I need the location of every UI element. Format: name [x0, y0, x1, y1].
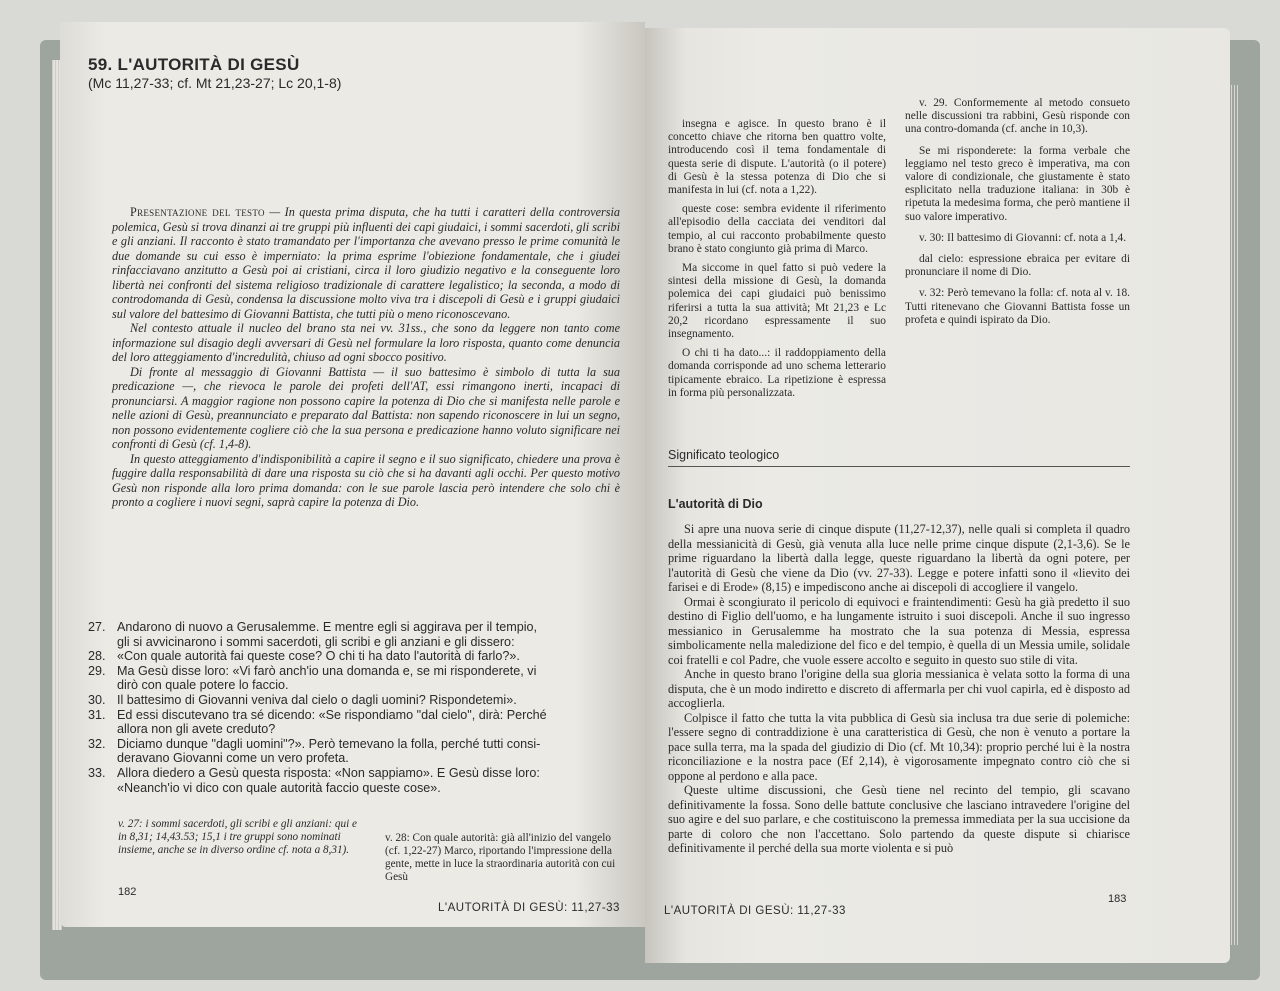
verse-number: [88, 635, 117, 650]
body-paragraph: Ormai è scongiurato il pericolo di equivoci e fraintendimenti: Gesù ha già predetto il suo destino di Figlio dell'uomo, e ha lungamente istruito i suoi discepoli. Anche il suo ingresso messianico in Gerusalemme ha mostrato che la sua potenza di Messia, espressa simbolicamente nella maledizione del fico e del tempio, è quella di un Messia umile, solidale coi fratelli e col Padre, che vuole essere accolto e seguito in questo suo stile di vita.: [668, 594, 1130, 667]
verse-line: [88, 649, 628, 664]
presentation-paragraph: Nel contesto attuale il nucleo del brano sta nei vv. 31ss., che sono da leggere non tanto come informazione sul disagio degli avversari di Gesù nel formulare la loro risposta, quanto come denuncia del loro atteggiamento d'incredulità, chiuso ad ogni sbocco positivo.: [112, 321, 620, 364]
section-rule: [668, 466, 1130, 467]
subsection-title: L'autorità di Dio: [668, 497, 763, 511]
verse-number: [88, 722, 117, 737]
note-paragraph: v. 32: Però temevano la folla: cf. nota al v. 18. Tutti ritenevano che Giovanni Battista fosse un profeta e quindi ispirato da Dio.: [905, 287, 1130, 326]
verse-text: «Con quale autorità fai queste cose? O chi ti ha dato l'autorità di farlo?».: [117, 649, 520, 664]
verse-line: [88, 635, 628, 650]
verse-number: 30.: [88, 692, 106, 707]
verse-line: [88, 781, 628, 796]
body-paragraph: Queste ultime discussioni, che Gesù tiene nel recinto del tempio, gli scavano definitivamente la fossa. Sono delle battute conclusive che lasciano intravedere l'origine del suo agire e del suo parlare, e che costituiscono la premessa immediata per la sua uccisione da parte di coloro che non l'accettano. Solo partendo da queste dispute si chiarisce definitivamente il perché della sua morte violenta e si può: [668, 783, 1130, 855]
verse-text: Ed essi discutevano tra sé dicendo: «Se rispondiamo "dal cielo", dirà: Perché: [117, 707, 547, 722]
verse-text: dirò con quale potere lo faccio.: [117, 678, 289, 693]
presentation-paragraph: Presentazione del testo — In questa prima disputa, che ha tutti i caratteri della controversia polemica, Gesù si trova dinanzi ai tre gruppi più influenti dei capi giudaici, i sommi sacerdoti, gli scribi e gli anziani. Il racconto è stato tramandato per l'importanza che avevano presso le prime comunità le due domande su cui esso è imperniato: la prima esprime l'obiezione fondamentale, che i giudei rinfacciavano anzitutto a Gesù poi ai cristiani, circa il loro giudizio negativo e la conseguente loro libertà nei confronti del sistema religioso tradizionale di carattere legalistico; la seconda, a modo di controdomanda di Gesù, condensa la discussione molto viva tra i discepoli di Gesù e i gruppi giudaici sul valore del battesimo di Giovanni Battista, che tutti più o meno riconoscevano.: [112, 205, 621, 321]
notes-column-2: [905, 97, 1130, 335]
verse-text: deravano Giovanni come un vero profeta.: [117, 751, 349, 766]
verse-number: 27.: [88, 620, 106, 634]
verse-text: Ma Gesù disse loro: «Vi farò anch'io una domanda e, se mi risponderete, vi: [117, 663, 537, 678]
verse-line: [88, 620, 628, 635]
note-paragraph: Se mi risponderete: la forma verbale che leggiamo nel testo greco è imperativa, ma con valore di condizionale, che giustamente è stato esplicitato nella traduzione italiana: in 30b è ripetuta la medesima forma, che però mantiene il suo valore imperativo.: [905, 144, 1130, 223]
page-number-left: 182: [118, 886, 137, 898]
running-head-left: L'AUTORITÀ DI GESÙ: 11,27-33: [438, 902, 620, 914]
verse-number: [88, 751, 117, 766]
verse-line: [88, 751, 628, 766]
footnote-v28: v. 28: Con quale autorità: già all'inizio del vangelo (cf. 1,22-27) Marco, riportando l'impressione della gente, mette in luce la straordinaria autorità con cui Gesù: [385, 832, 616, 883]
verse-line: [88, 722, 628, 737]
running-head-right: L'AUTORITÀ DI GESÙ: 11,27-33: [664, 905, 846, 917]
verse-number: 33.: [88, 765, 106, 780]
verse-text: Il battesimo di Giovanni veniva dal cielo o dagli uomini? Rispondetemi».: [117, 692, 517, 707]
notes-column-1: [668, 118, 886, 406]
theological-body: [668, 522, 1130, 856]
verse-number: 31.: [88, 707, 106, 722]
note-paragraph: Ma siccome in quel fatto si può vedere la sintesi della missione di Gesù, la domanda polemica dei capi giudaici può benissimo riferirsi a tutta la sua attività; Mt 21,23 e Lc 20,2 ricordano espressamente il suo insegnamento.: [668, 262, 886, 341]
body-paragraph: Colpisce il fatto che tutta la vita pubblica di Gesù sia inclusa tra due serie di polemiche: l'essere segno di contraddizione è una caratteristica di Gesù, che non è venuto a portare la pace sulla terra, ma la spada del giudizio di Dio (cf. Mt 10,34): proprio perché lui è la nostra riconciliazione e la nostra pace (Ef 2,14), è vigorosamente impegnato contro ciò che si oppone al perdono e alla pace.: [668, 710, 1130, 783]
verse-number: [88, 781, 117, 796]
verse-line: [88, 678, 628, 693]
presentation-paragraph: Di fronte al messaggio di Giovanni Battista — il suo battesimo è simbolo di tutta la sua predicazione —, che rievoca le parole dei profeti dell'AT, essi rimangono inerti, incapaci di pronunciarsi. A maggior ragione non possono capire la potenza di Dio che si manifesta nelle parole e nelle azioni di Gesù, preannunciato e preparato dal Battista: non sapendo riconoscere in lui un segno, non possono evidentemente cogliere ciò che la sua persona e predicazione hanno voluto significare nei confronti di Gesù (cf. 1,4-8).: [112, 364, 620, 451]
verse-line: [88, 737, 628, 752]
verse-number: 32.: [88, 736, 106, 751]
note-paragraph: v. 30: Il battesimo di Giovanni: cf. nota a 1,4.: [919, 231, 1127, 244]
scripture-verses: [88, 620, 628, 795]
body-paragraph: Anche in questo brano l'origine della sua gloria messianica è velata sotto la forma di una disputa, che è un modo indiretto e discreto di affermarla per chi vuol capirla, ed è disposto ad accoglierla.: [668, 667, 1130, 710]
verse-text: Diciamo dunque "dagli uomini"?». Però temevano la folla, perché tutti consi-: [117, 736, 541, 751]
chapter-references: (Mc 11,27-33; cf. Mt 21,23-27; Lc 20,1-8): [88, 75, 342, 91]
page-number-right: 183: [1108, 893, 1127, 905]
verse-number: 28.: [88, 649, 106, 664]
verse-line: [88, 693, 628, 708]
verse-text: «Neanch'io vi dico con quale autorità faccio queste cose».: [117, 780, 441, 795]
footnote-v27: v. 27: i sommi sacerdoti, gli scribi e gli anziani: qui e in 8,31; 14,43.53; 15,1 i tre gruppi sono nominati insieme, anche se in diverso ordine cf. nota a 8,31).: [118, 818, 357, 856]
presentation-heading: Presentazione del testo: [130, 205, 265, 219]
verse-text: allora non gli avete creduto?: [117, 722, 276, 737]
note-paragraph: v. 29. Conformemente al metodo consueto nelle discussioni tra rabbini, Gesù risponde con una contro-domanda (cf. anche in 10,3).: [905, 97, 1130, 136]
verse-line: [88, 664, 628, 679]
verse-number: 29.: [88, 663, 106, 678]
note-paragraph: dal cielo: espressione ebraica per evitare di pronunciare il nome di Dio.: [905, 253, 1130, 279]
note-paragraph: O chi ti ha dato...: il raddoppiamento della domanda corrisponde ad uno schema letterario tipicamente ebraico. La ripetizione è espressa in forma più personalizzata.: [668, 347, 886, 399]
verse-text: Andarono di nuovo a Gerusalemme. E mentre egli si aggirava per il tempio,: [117, 620, 538, 634]
section-title: Significato teologico: [668, 448, 780, 462]
note-paragraph: queste cose: sembra evidente il riferimento all'episodio della cacciata dei venditori dal tempio, al cui racconto probabilmente questo brano è stato congiunto già prima di Marco.: [668, 203, 886, 255]
presentation-text: [112, 205, 620, 510]
verse-number: [88, 678, 117, 693]
body-paragraph: Si apre una nuova serie di cinque dispute (11,27-12,37), nelle quali si completa il quadro della messianicità di Gesù, già venuta alla luce nelle prime cinque dispute (2,1-3,6). Se le prime riguardano la libertà dalla legge, queste riguardano la libertà da ogni potere, per l'autorità di Gesù che viene da Dio (vv. 27-33). Legge e potere infatti sono il «lievito dei farisei e di Erode» (8,15) e impediscono anche ai discepoli di accogliere il vangelo.: [668, 522, 1130, 594]
chapter-title: 59. L'AUTORITÀ DI GESÙ: [88, 55, 300, 74]
note-paragraph: insegna e agisce. In questo brano è il concetto chiave che ritorna ben quattro volte, introducendo così il tema fondamentale di questa serie di dispute. L'autorità (o il potere) di Gesù è la stessa potenza di Dio che si manifesta in lui (cf. nota a 1,22).: [668, 118, 886, 197]
presentation-paragraph: In questo atteggiamento d'indisponibilità a capire il segno e il suo significato, chiedere una prova è fuggire dalla responsabilità di dare una risposta su ciò che si ha davanti agli occhi. Per questo motivo Gesù non risponde alla loro prima domanda: con le sue parole lascia però intendere che solo chi è pronto a cogliere i nuovi segni, saprà capire la potenza di Dio.: [112, 451, 620, 509]
verse-text: Allora diedero a Gesù questa risposta: «Non sappiamo». E Gesù disse loro:: [117, 765, 540, 780]
verse-line: [88, 708, 628, 723]
verse-text: gli si avvicinarono i sommi sacerdoti, gli scribi e gli anziani e gli dissero:: [117, 634, 515, 649]
verse-line: [88, 766, 628, 781]
